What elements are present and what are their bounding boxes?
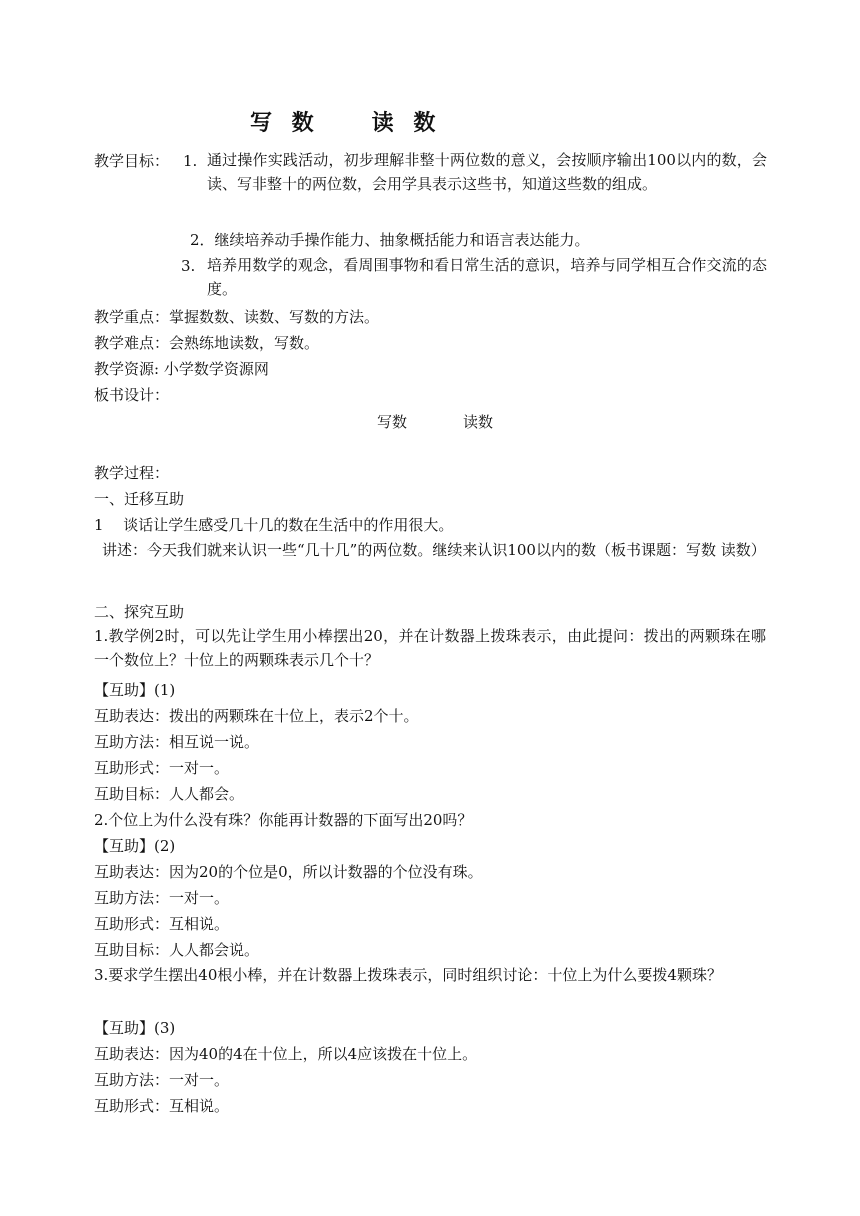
huzhu-2-title: 【互助】(2) [94,837,176,855]
question-1-text: 1.教学例2时，可以先让学生用小棒摆出20，并在计数器上拨珠表示，由此提问：拨出的两颗珠在哪一个数位上？十位上的两颗珠表示几个十？ [94,627,766,669]
document-title [250,106,441,137]
board-write: 写数 [377,413,408,431]
section-1-narration [94,538,766,562]
section-1-narration-text: 讲述：今天我们就来认识一些“几十几”的两位数。继续来认识100以内的数（板书课题：写数 读数） [102,541,766,559]
huzhu-3-express: 互助表达：因为40的4在十位上，所以4应该拨在十位上。 [94,1045,478,1063]
question-3 [94,963,766,987]
objective-1-body: 通过操作实践活动，初步理解非整十两位数的意义，会按顺序输出100以内的数，会读、写非整十的两位数，会用学具表示这些书，知道这些数的组成。 [207,151,767,193]
objectives-label: 教学目标： [94,152,170,170]
question-1 [94,624,766,672]
board-design-label: 板书设计： [94,386,170,404]
huzhu-1-goal: 互助目标：人人都会。 [94,785,245,803]
huzhu-1-express: 互助表达：拨出的两颗珠在十位上，表示2个十。 [94,707,419,725]
huzhu-1-title: 【互助】(1) [94,681,176,699]
title-part-read: 读 数 [371,110,442,136]
huzhu-1-form: 互助形式：一对一。 [94,759,230,777]
huzhu-2-express: 互助表达：因为20的个位是0，所以计数器的个位没有珠。 [94,863,483,881]
objective-1-number: 1. [183,152,198,170]
huzhu-1-method: 互助方法：相互说一说。 [94,733,260,751]
objective-3-number: 3. [181,257,196,275]
board-read: 读数 [463,413,494,431]
objective-1-text [207,148,767,196]
huzhu-2-method: 互助方法：一对一。 [94,889,230,907]
objective-2: 2．继续培养动手操作能力、抽象概括能力和语言表达能力。 [190,231,590,249]
question-3-text: 3.要求学生摆出40根小棒，并在计数器上拨珠表示，同时组织讨论：十位上为什么要拨4颗珠？ [94,966,722,984]
objective-3-text [207,253,767,301]
title-part-write: 写 数 [250,110,320,136]
objective-3-body: 培养用数学的观念，看周围事物和看日常生活的意识，培养与同学相互合作交流的态度。 [207,256,767,298]
resource: 教学资源: 小学数学资源网 [94,360,269,378]
huzhu-3-method: 互助方法：一对一。 [94,1071,230,1089]
huzhu-2-goal: 互助目标：人人都会说。 [94,941,260,959]
process-label: 教学过程： [94,464,170,482]
section-2-heading: 二、探究互助 [94,603,185,621]
difficulty: 教学难点：会熟练地读数，写数。 [94,334,320,352]
huzhu-2-form: 互助形式：互相说。 [94,915,230,933]
huzhu-3-form: 互助形式：互相说。 [94,1097,230,1115]
section-1-heading: 一、迁移互助 [94,490,185,508]
question-2: 2.个位上为什么没有珠？你能再计数器的下面写出20吗？ [94,811,473,829]
huzhu-3-title: 【互助】(3) [94,1019,176,1037]
section-1-item-1: 1 谈话让学生感受几十几的数在生活中的作用很大。 [94,516,454,534]
key-point: 教学重点：掌握数数、读数、写数的方法。 [94,308,380,326]
